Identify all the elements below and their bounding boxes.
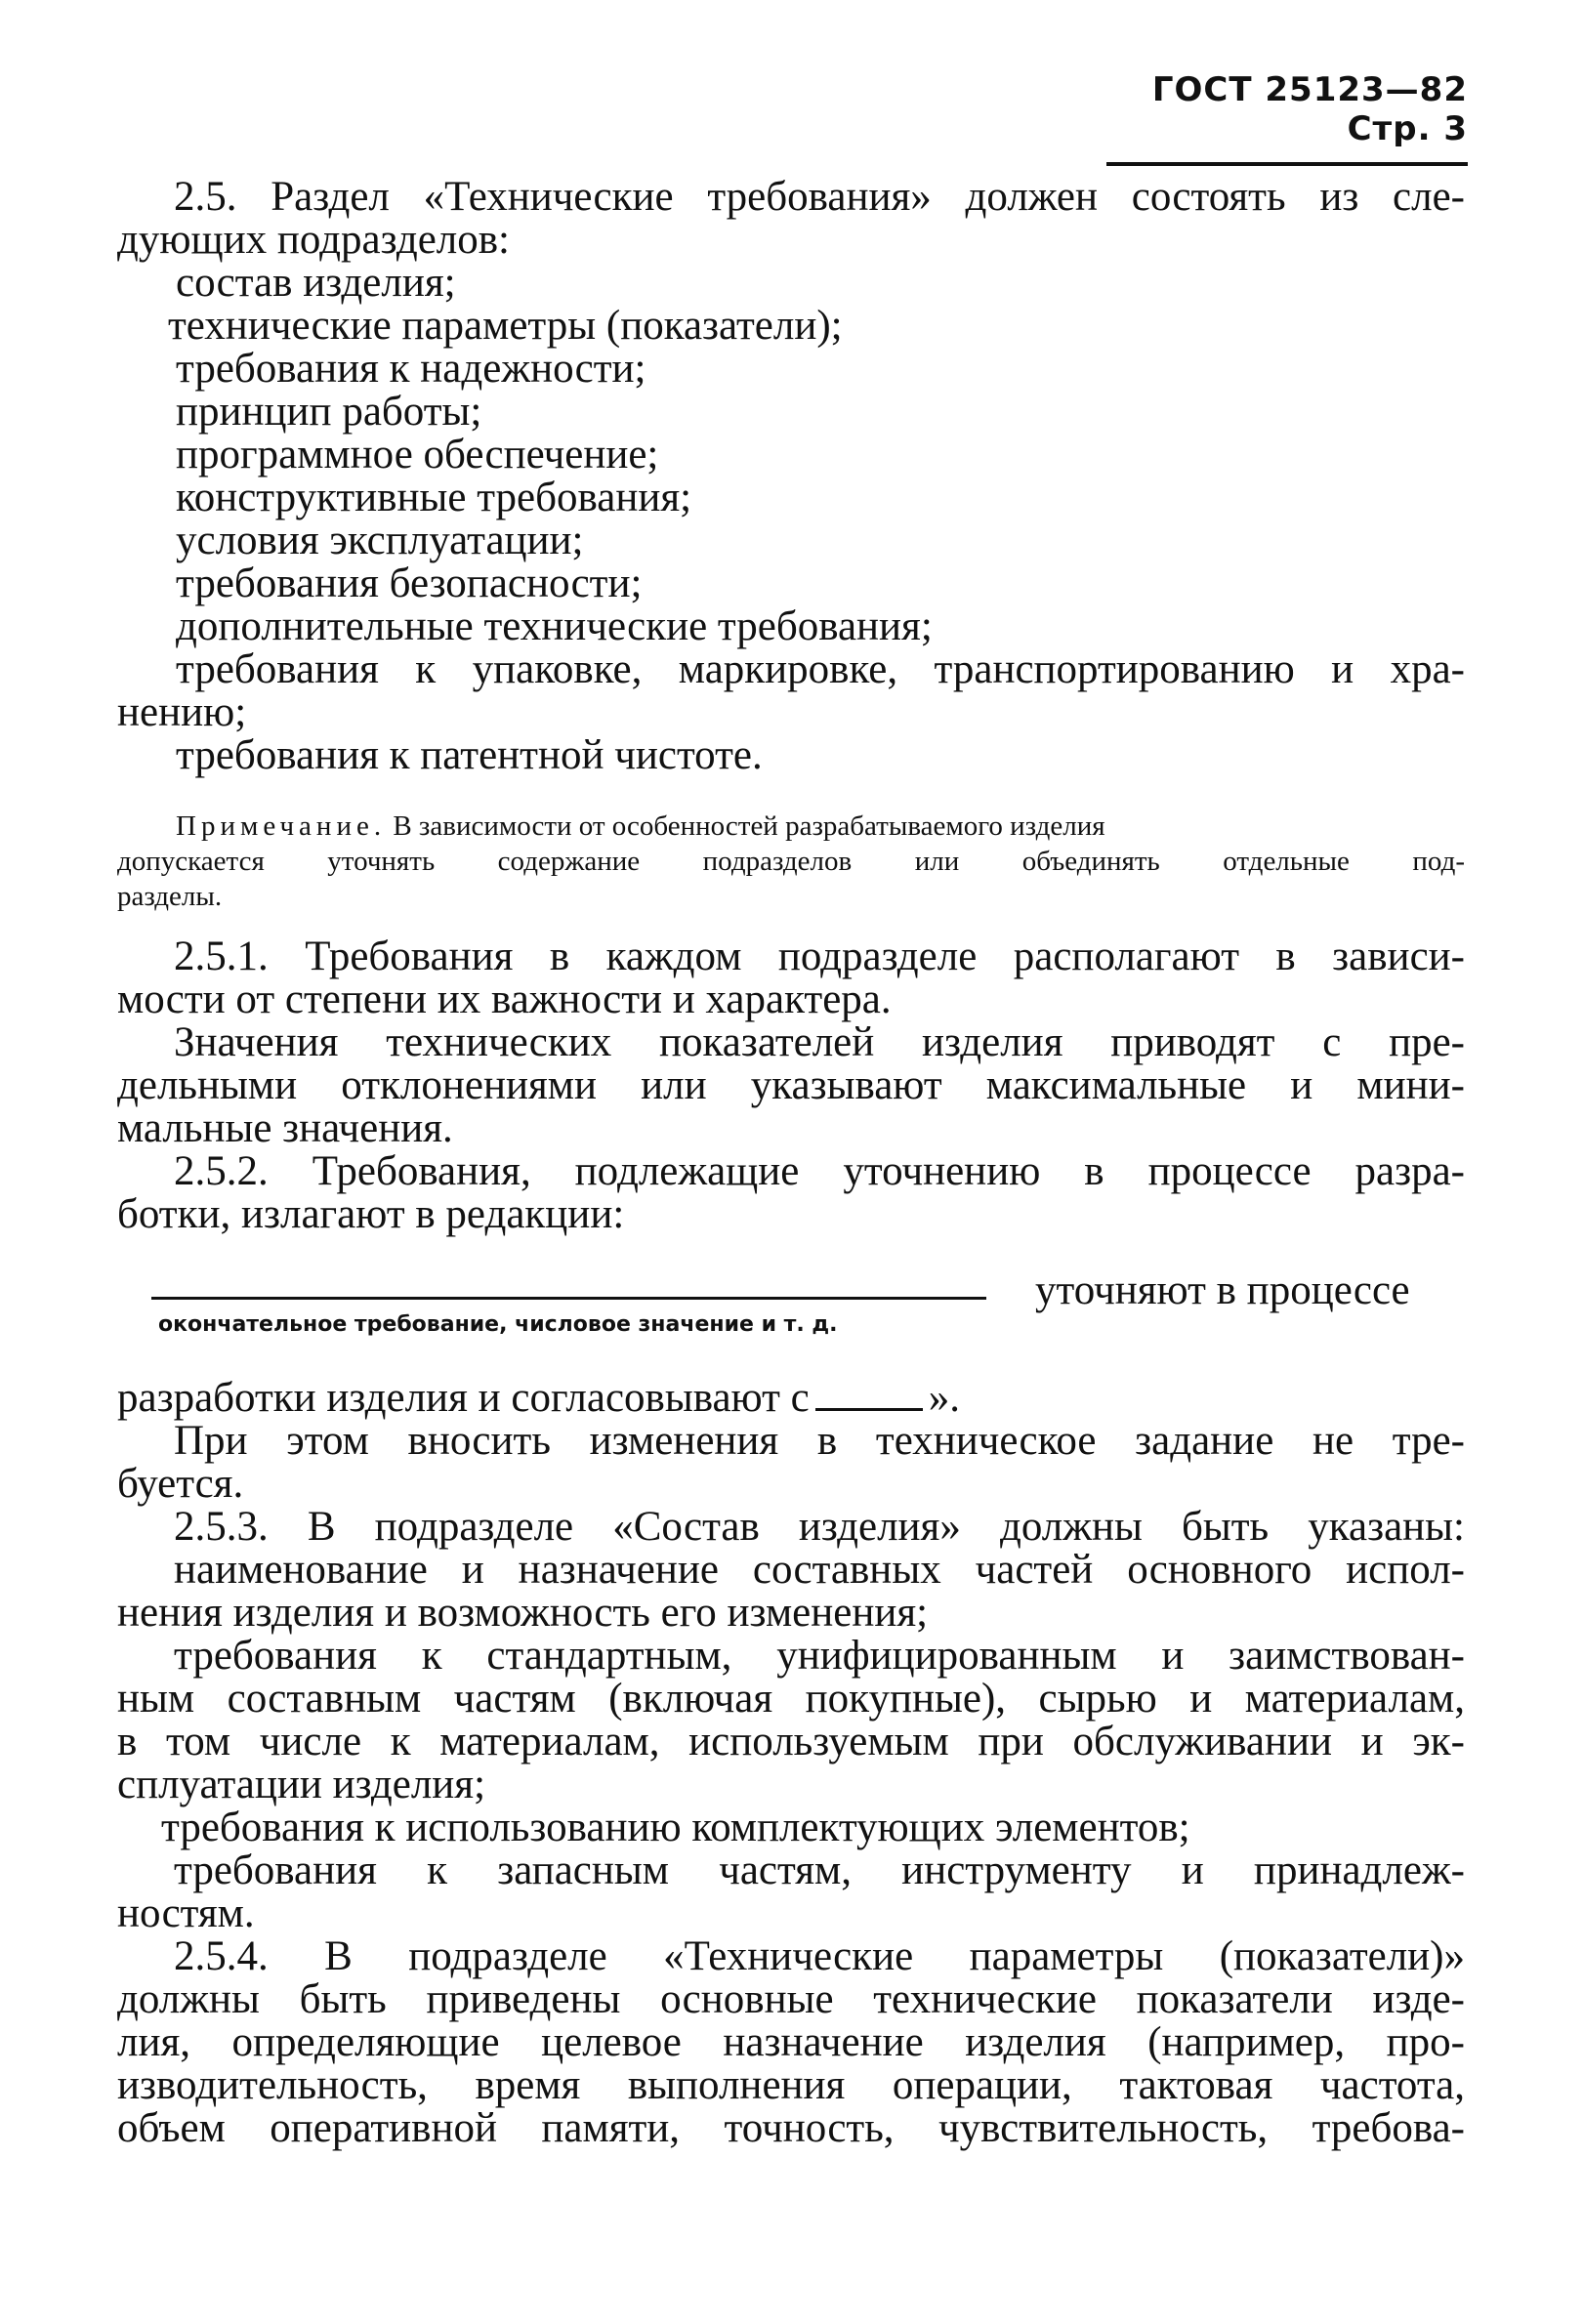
paragraph-line: мальные значения. — [117, 1105, 453, 1151]
paragraph-line: объем оперативной памяти, точность, чувствительность, требова- — [117, 2105, 1465, 2151]
blank-caption: окончательное требование, числовое значение и т. д. — [158, 1312, 838, 1337]
paragraph-line: При этом вносить изменения в техническое задание не тре- — [174, 1418, 1465, 1464]
list-item: конструктивные требования; — [176, 475, 692, 520]
list-item: условия эксплуатации; — [176, 518, 584, 563]
note-line — [176, 812, 1465, 841]
list-item: требования к упаковке, маркировке, транспортированию и хра- — [176, 646, 1465, 692]
paragraph-line: лия, определяющие целевое назначение изделия (например, про- — [117, 2019, 1465, 2065]
page-header: ГОСТ 25123—82 Стр. 3 — [1106, 70, 1468, 166]
paragraph-line: дельными отклонениями или указывают максимальные и мини- — [117, 1062, 1465, 1108]
paragraph-line: требования к стандартным, унифицированным и заимствован- — [174, 1633, 1465, 1679]
note-line: разделы. — [117, 881, 223, 912]
fill-in-blank-line — [151, 1297, 986, 1300]
paragraph-line: дующих подразделов: — [117, 217, 510, 263]
paragraph-line: изводительность, время выполнения операции, тактовая частота, — [117, 2062, 1465, 2108]
line-end: ». — [928, 1375, 960, 1421]
list-item: требования к надежности; — [176, 346, 646, 392]
paragraph-line: Значения технических показателей изделия приводят с пре- — [174, 1019, 1465, 1065]
paragraph-line: 2.5.4. В подразделе «Технические параметры (показатели)» — [174, 1933, 1465, 1979]
list-item: дополнительные технические требования; — [176, 603, 933, 649]
list-item: требования безопасности; — [176, 560, 643, 606]
paragraph-line: нения изделия и возможность его изменения; — [117, 1590, 929, 1636]
list-item: состав изделия; — [176, 260, 456, 306]
paragraph-line: требования к запасным частям, инструменту и принадлеж- — [174, 1847, 1465, 1893]
paragraph-line: в том числе к материалам, используемым при обслуживании и эк- — [117, 1719, 1465, 1764]
paragraph-line: 2.5.3. В подразделе «Состав изделия» должны быть указаны: — [174, 1504, 1465, 1550]
paragraph-line: 2.5.1. Требования в каждом подразделе располагают в зависи- — [174, 934, 1465, 979]
note-label: Примечание. — [176, 810, 387, 842]
paragraph-line: уточняют в процессе — [1035, 1267, 1410, 1313]
paragraph-line: ботки, излагают в редакции: — [117, 1191, 625, 1237]
paragraph-line: ностям. — [117, 1890, 255, 1936]
list-item: программное обеспечение; — [176, 432, 659, 477]
list-item: требования к патентной чистоте. — [176, 732, 763, 778]
note-line: допускается уточнять содержание подразделов или объединять отдельные под- — [117, 846, 1465, 877]
note-text: В зависимости от особенностей разрабатываемого изделия — [393, 810, 1105, 842]
paragraph-line: 2.5. Раздел «Технические требования» должен состоять из сле- — [174, 174, 1465, 220]
paragraph-line: мости от степени их важности и характера. — [117, 976, 892, 1022]
paragraph-line: требования к использованию комплектующих элементов; — [161, 1805, 1190, 1850]
paragraph-line: ным составным частям (включая покупные), сырью и материалам, — [117, 1676, 1465, 1722]
list-item: принцип работы; — [176, 389, 482, 435]
fill-in-blank — [815, 1402, 923, 1411]
paragraph-line: буется. — [117, 1461, 244, 1507]
paragraph-line: наименование и назначение составных частей основного испол- — [174, 1547, 1465, 1593]
paragraph-line — [117, 1377, 1465, 1419]
list-item: нению; — [117, 689, 247, 735]
line-start: разработки изделия и согласовывают с — [117, 1375, 810, 1421]
list-item: технические параметры (показатели); — [168, 303, 843, 349]
paragraph-line: должны быть приведены основные технические показатели изде- — [117, 1976, 1465, 2022]
paragraph-line: 2.5.2. Требования, подлежащие уточнению в процессе разра- — [174, 1148, 1465, 1194]
paragraph-line: сплуатации изделия; — [117, 1762, 486, 1807]
